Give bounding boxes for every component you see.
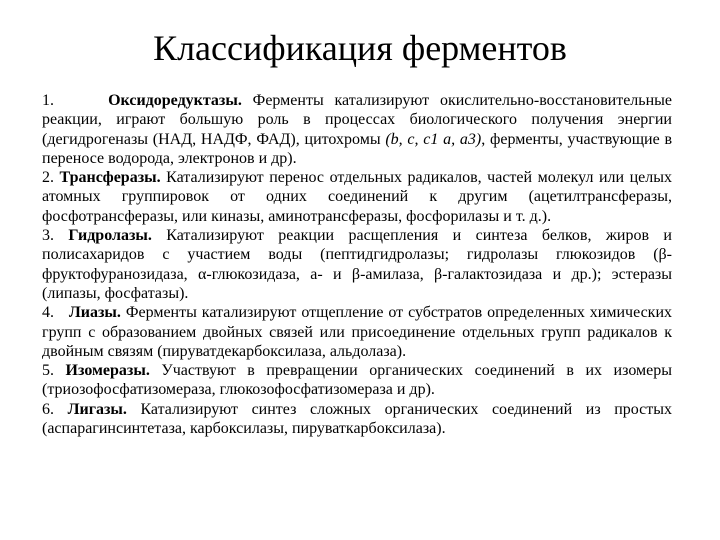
list-item-transferases bbox=[42, 168, 672, 226]
item-number: 6. bbox=[42, 400, 54, 418]
item-text: Участвуют в превращении органических соединений в их изомеры (триозофосфатизомераза, глюкозофосфатизомераза и др). bbox=[42, 362, 673, 399]
item-name: Лиазы. bbox=[68, 304, 121, 322]
item-text: Ферменты катализируют отщепление от субстратов определенных химических групп с образованием двойных связей или присоединение отдельных групп радикалов к двойным связям (пируватдекарбоксилаза, альдолаза). bbox=[42, 304, 673, 360]
list-item-oxidoreductases bbox=[42, 91, 672, 168]
item-number: 1. bbox=[42, 92, 54, 109]
item-name: Оксидоредуктазы. bbox=[108, 92, 242, 109]
list-item-isomerases bbox=[42, 361, 672, 400]
item-text: Катализируют перенос отдельных радикалов, частей молекул или целых атомных группировок от одних соединений к другим (ацетилтрансферазы, фосфотрансферазы, или киназы, аминотрансферазы, фосфорилазы и т. д.). bbox=[42, 169, 673, 225]
item-number: 5. bbox=[42, 362, 54, 380]
slide-title: Классификация ферментов bbox=[153, 28, 567, 68]
item-number: 3. bbox=[42, 227, 54, 245]
item-text: Ферменты катализируют окислительно-восстановительные реакции, играют большую роль в процессах биологического получения энергии (дегидрогеназы (НАД, НАДФ, ФАД), цитохромы bbox=[42, 92, 673, 148]
item-italic-text: (b, c, c1 a, a3) bbox=[385, 130, 482, 148]
item-name: Лигазы. bbox=[67, 400, 127, 418]
list-item-ligases bbox=[42, 400, 672, 439]
item-number: 4. bbox=[42, 304, 54, 322]
item-text: Катализируют синтез сложных органических соединений из простых (аспарагинсинтетаза, карбоксилазы, пируваткарбоксилаза). bbox=[42, 400, 673, 438]
item-name: Трансферазы. bbox=[59, 169, 161, 187]
enzyme-class-list bbox=[42, 91, 672, 438]
item-name: Изомеразы. bbox=[65, 362, 150, 380]
item-text-continued: , ферменты, участвующие в переносе водорода, электронов и др). bbox=[42, 130, 673, 167]
item-text: Катализируют реакции расщепления и синтеза белков, жиров и полисахаридов с участием воды (пептидгидролазы; гидролазы глюкозидов (β-фруктофуранозидаза, α-глюкозидаза, а- и β-амилаза, β-галактозидаза и др.); эстеразы (липазы, фосфатазы). bbox=[42, 227, 672, 302]
list-item-lyases bbox=[42, 303, 672, 361]
item-number: 2. bbox=[42, 169, 54, 187]
list-item-hydrolases bbox=[42, 226, 672, 303]
item-name: Гидролазы. bbox=[68, 227, 152, 245]
